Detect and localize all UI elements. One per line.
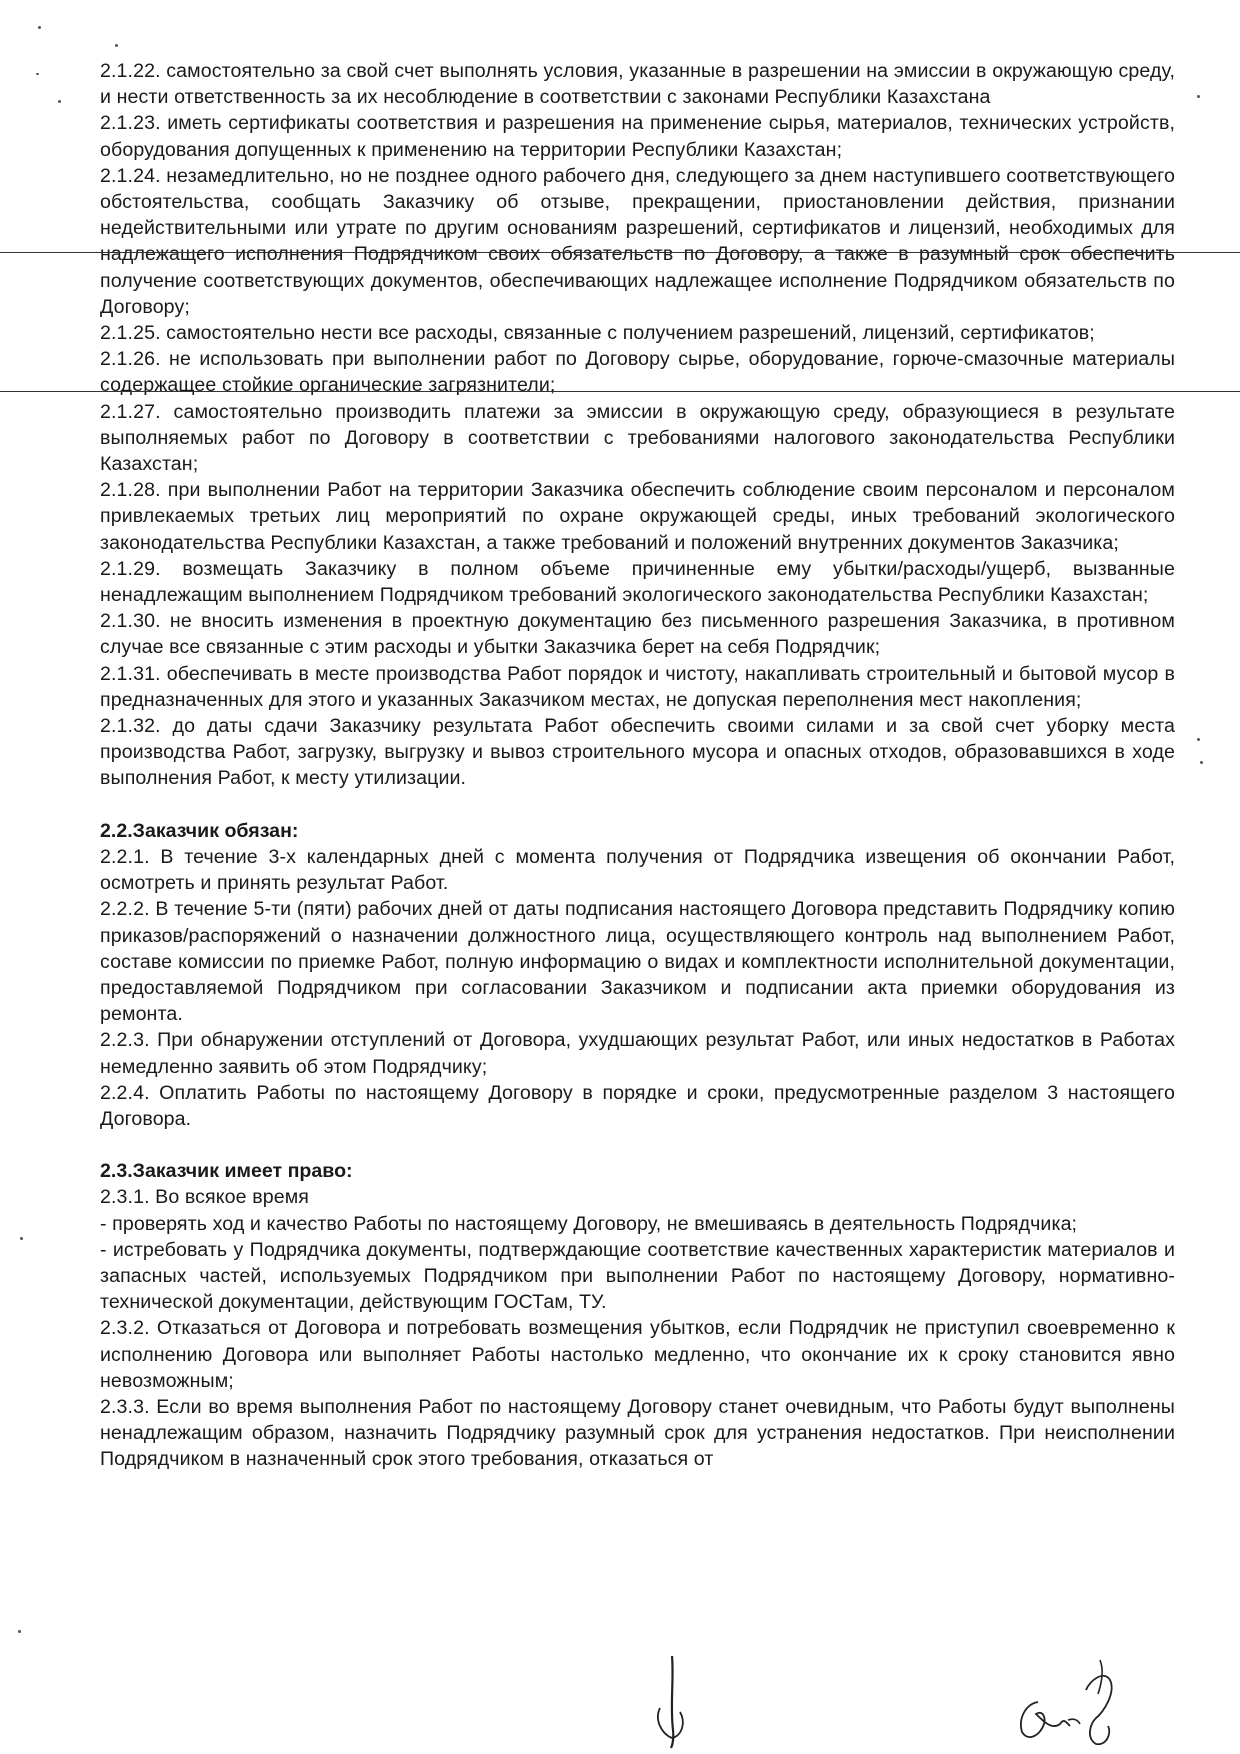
clause-2-1-29: 2.1.29. возмещать Заказчику в полном объеме причиненные ему убытки/расходы/ущерб, вызванные ненадлежащим выполнением Подрядчиком требований экологического законодательства Республики Казахстан; (100, 557, 1175, 607)
clause-2-3-2: 2.3.2. Отказаться от Договора и потребовать возмещения убытков, если Подрядчик не приступил своевременно к исполнению Договора или выполняет Работы настолько медленно, что окончание их к сроку становится явно невозможным; (100, 1317, 1175, 1392)
signature-mark-left (650, 1650, 695, 1750)
clause-2-1-27: 2.1.27. самостоятельно производить платежи за эмиссии в окружающую среду, образующиеся в результате выполняемых работ по Договору в соответствии с требованиями налогового законодательства Республики Казахстан; (100, 400, 1175, 476)
scan-speck (18, 1630, 21, 1633)
clause-2-1-22: 2.1.22. самостоятельно за свой счет выполнять условия, указанные в разрешении на эмиссии в окружающую среду, и нести ответственность за их несоблюдение в соответствии с законами Республики Казахстана (100, 60, 1175, 109)
section-2-3-heading: 2.3.Заказчик имеет право: (100, 1160, 353, 1183)
section-2-2-heading: 2.2.Заказчик обязан: (100, 819, 299, 842)
clause-2-3-1-a: - проверять ход и качество Работы по настоящему Договору, не вмешиваясь в деятельность Подрядчика; (100, 1212, 1078, 1235)
clause-2-2-2: 2.2.2. В течение 5-ти (пяти) рабочих дней от даты подписания настоящего Договора представить Подрядчику копию приказов/распоряжений о назначении должностного лица, осуществляющего контроль над выполнением Работ, составе комиссии по приемке Работ, полную информацию о видах и комплектности исполнительной документации, предоставляемой Подрядчиком при согласовании Заказчиком и подписании акта приемки оборудования из ремонта. (100, 898, 1175, 1026)
scan-speck (1197, 738, 1200, 741)
clause-2-1-32: 2.1.32. до даты сдачи Заказчику результата Работ обеспечить своими силами и за свой счет уборку места производства Работ, загрузку, выгрузку и вывоз строительного мусора и опасных отходов, образовавшихся в ходе выполнения Работ, к месту утилизации. (100, 715, 1175, 790)
clause-2-1-28: 2.1.28. при выполнении Работ на территории Заказчика обеспечить соблюдение своим персоналом и персоналом привлекаемых третьих лиц мероприятий по охране окружающей среды, иных требований экологического законодательства Республики Казахстан, а также требований и положений внутренних документов Заказчика; (100, 479, 1175, 554)
clause-2-1-31: 2.1.31. обеспечивать в месте производства Работ порядок и чистоту, накапливать строительный и бытовой мусор в предназначенных для этого и указанных Заказчиком местах, не допуская переполнения мест накопления; (100, 662, 1175, 711)
clause-2-3-1: 2.3.1. Во всякое время (100, 1186, 309, 1209)
clause-2-2-1: 2.2.1. В течение 3-х календарных дней с момента получения от Подрядчика извещения об окончании Работ, осмотреть и принять результат Работ. (100, 845, 1175, 895)
scan-speck (1200, 761, 1203, 764)
scan-speck (58, 100, 61, 103)
scan-speck (20, 1237, 23, 1240)
clause-2-1-24: 2.1.24. незамедлительно, но не позднее одного рабочего дня, следующего за днем наступившего соответствующего обстоятельства, сообщать Заказчику об отзыве, прекращении, приостановлении действия, признании недействительными или утрате по другим основаниям разрешений, сертификатов и лицензий, необходимых для надлежащего исполнения Подрядчиком своих обязательств по Договору, а также в разумный срок обеспечить получение соответствующих документов, обеспечивающих надлежащее исполнение Подрядчиком обязательств по Договору; (100, 164, 1175, 318)
spacer (100, 792, 1175, 818)
signature (1000, 1650, 1130, 1750)
scan-line (0, 252, 1240, 253)
scan-speck (1197, 95, 1200, 98)
clause-2-1-30: 2.1.30. не вносить изменения в проектную документацию без письменного разрешения Заказчика, в противном случае все связанные с этим расходы и убытки Заказчика берет на себя Подрядчик; (100, 610, 1175, 659)
clause-2-1-25: 2.1.25. самостоятельно нести все расходы, связанные с получением разрешений, лицензий, сертификатов; (100, 322, 1095, 345)
clause-2-2-3: 2.2.3. При обнаружении отступлений от Договора, ухудшающих результат Работ, или иных недостатков в Работах немедленно заявить об этом Подрядчику; (100, 1029, 1175, 1078)
spacer (100, 1132, 1175, 1158)
clause-2-3-3: 2.3.3. Если во время выполнения Работ по настоящему Договору станет очевидным, что Работы будут выполнены ненадлежащим образом, назначить Подрядчику разумный срок для устранения недостатков. При неисполнении Подрядчиком в назначенный срок этого требования, отказаться от (100, 1395, 1175, 1471)
scan-line (0, 391, 1240, 392)
scan-speck (115, 44, 118, 47)
clause-2-1-26: 2.1.26. не использовать при выполнении работ по Договору сырье, оборудование, горюче-смазочные материалы содержащее стойкие органические загрязнители; (100, 348, 1175, 397)
scan-speck (38, 26, 41, 29)
document-page (100, 58, 1175, 1473)
clause-2-1-23: 2.1.23. иметь сертификаты соответствия и разрешения на применение сырья, материалов, технических устройств, оборудования допущенных к применению на территории Республики Казахстан; (100, 112, 1175, 161)
scan-speck (36, 73, 39, 75)
clause-2-3-1-b: - истребовать у Подрядчика документы, подтверждающие соответствие качественных характеристик материалов и запасных частей, используемых Подрядчиком при выполнении Работ по настоящему Договору, нормативно-технической документации, действующим ГОСТам, ТУ. (100, 1238, 1175, 1314)
clause-2-2-4: 2.2.4. Оплатить Работы по настоящему Договору в порядке и сроки, предусмотренные разделом 3 настоящего Договора. (100, 1081, 1175, 1130)
